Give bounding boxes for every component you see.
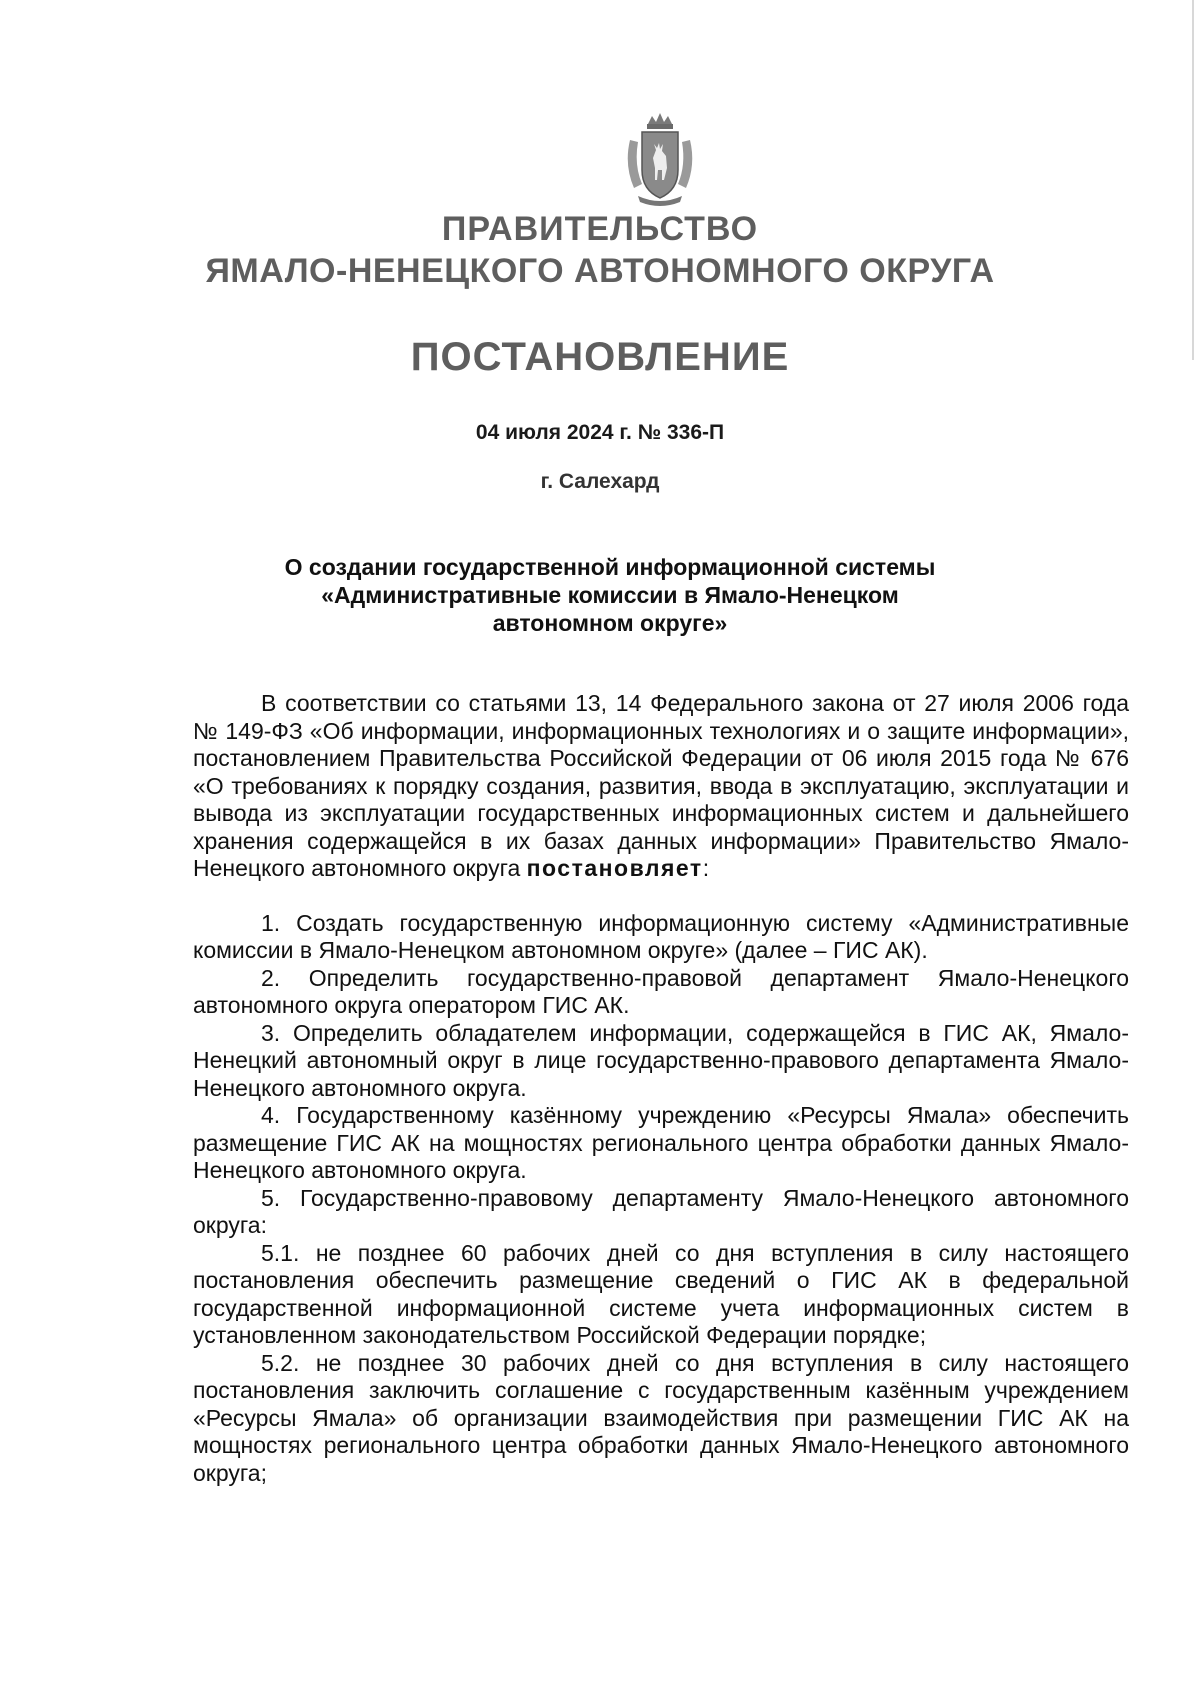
document-city: г. Салехард: [540, 470, 660, 493]
document-date-number: 04 июля 2024 г. № 336-П: [475, 421, 725, 444]
clause-3: 3. Определить обладателем информации, содержащейся в ГИС АК, Ямало-Ненецкий автономный округ в лице государственно-правового департамента Ямало-Ненецкого автономного округа.: [193, 1019, 1129, 1101]
clause-1: 1. Создать государственную информационную систему «Административные комиссии в Ямало-Ненецком автономном округе» (далее – ГИС АК).: [193, 909, 1129, 963]
document-type: ПОСТАНОВЛЕНИЕ: [410, 335, 790, 379]
document-title-line: автономном округе»: [492, 610, 728, 636]
document-body: [193, 690, 1129, 1487]
preamble-text: В соответствии со статьями 13, 14 Федерального закона от 27 июля 2006 года № 149-ФЗ «Об информации, информационных технологиях и о защите информации», постановлением Правительства Российской Федерации от 06 июля 2015 года № 676 «О требованиях к порядку создания, развития, ввода в эксплуатацию, эксплуатации и вывода из эксплуатации государственных информационных систем и дальнейшего хранения содержащейся в их базах данных информации» Правительство Ямало-Ненецкого автономного округа: [193, 690, 1129, 881]
document-title: [250, 553, 970, 637]
clause-4: 4. Государственному казённому учреждению «Ресурсы Ямала» обеспечить размещение ГИС АК на мощностях регионального центра обработки данных Ямало-Ненецкого автономного округа.: [193, 1102, 1129, 1183]
coat-of-arms-icon: [620, 110, 700, 210]
preamble-paragraph: [193, 690, 1129, 883]
document-title-line: «Административные комиссии в Ямало-Ненецком: [321, 582, 899, 608]
document-title-line: О создании государственной информационной системы: [284, 554, 936, 580]
resolution-keyword: постановляет: [526, 855, 703, 881]
clause-5: 5. Государственно-правовому департаменту Ямало-Ненецкого автономного округа:: [193, 1184, 1129, 1238]
government-name-line1: ПРАВИТЕЛЬСТВО: [441, 210, 759, 248]
clause-5-2: 5.2. не позднее 30 рабочих дней со дня вступления в силу настоящего постановления заключить соглашение с государственным казённым учреждением «Ресурсы Ямала» об организации взаимодействия при размещении ГИС АК на мощностях регионального центра обработки данных Ямало-Ненецкого автономного округа;: [193, 1349, 1129, 1486]
scan-edge-line: [1192, 0, 1194, 360]
preamble-colon: :: [702, 855, 710, 881]
government-name-line2: ЯМАЛО-НЕНЕЦКОГО АВТОНОМНОГО ОКРУГА: [205, 252, 995, 290]
clause-5-1: 5.1. не позднее 60 рабочих дней со дня вступления в силу настоящего постановления обеспечить размещение сведений о ГИС АК в федеральной государственной информационной системе учета информационных систем в установленном законодательством Российской Федерации порядке;: [193, 1239, 1129, 1348]
clause-2: 2. Определить государственно-правовой департамент Ямало-Ненецкого автономного округа оператором ГИС АК.: [193, 964, 1129, 1018]
